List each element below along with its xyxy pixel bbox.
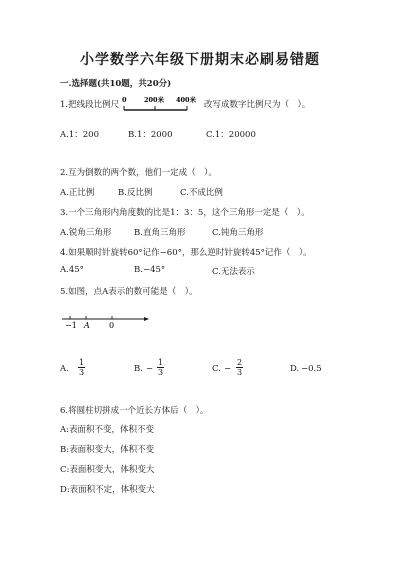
question-6-option-b: B:表面积变大，体积不变 (60, 445, 155, 455)
question-5-option-c-prefix: C. (212, 364, 221, 374)
number-line-figure (62, 313, 152, 333)
question-6-stem: 6.将圆柱切拼成一个近长方体后（ ）。 (60, 406, 209, 416)
fraction-denominator: 3 (237, 368, 243, 377)
question-1-stem-before: 1.把线段比例尺 (60, 100, 120, 110)
question-6-option-c: C:表面积变大，体积变大 (60, 465, 155, 475)
question-1-option-b: B.1：2000 (128, 130, 173, 140)
scale-label-mid: 200米 (144, 96, 165, 104)
section-heading: 一.选择题(共10题，共20分) (60, 79, 172, 89)
question-5-option-b-fraction (157, 358, 164, 377)
question-6-option-d: D:表面积不定，体积变大 (60, 485, 155, 495)
question-5-option-a-fraction (78, 358, 85, 377)
number-line-label-left: −1 (65, 321, 77, 330)
fraction-numerator: 1 (158, 358, 164, 367)
fraction-denominator: 3 (158, 368, 164, 377)
question-3-option-a: A.锐角三角形 (60, 228, 112, 238)
question-3-stem: 3.一个三角形内角度数的比是1：3：5，这个三角形一定是（ ）。 (60, 208, 310, 218)
question-4-option-b: B.−45° (134, 265, 166, 275)
question-5-option-a-prefix: A. (60, 364, 69, 374)
question-4-stem: 4.如果顺时针旋转60°记作−60°，那么逆时针旋转45°记作（ ）。 (60, 248, 312, 258)
scale-label-end: 400米 (176, 96, 197, 104)
question-5-option-d-text: −0.5 (301, 364, 322, 374)
fraction-denominator: 3 (79, 368, 85, 377)
question-1-option-c: C.1：20000 (206, 130, 256, 140)
question-4-option-a: A.45° (60, 265, 84, 275)
question-1-option-a: A.1：200 (60, 130, 99, 140)
question-5-option-c-sign: − (224, 364, 232, 374)
question-6-option-a: A:表面积不变，体积不变 (60, 425, 155, 435)
line-scale-figure (122, 94, 197, 118)
question-5-option-b-prefix: B. (134, 364, 143, 374)
question-3-option-b: B.直角三角形 (134, 228, 186, 238)
question-2-option-a: A.正比例 (60, 188, 95, 198)
question-5-option-b-sign: − (146, 364, 154, 374)
question-1-stem-after: 改写成数字比例尺为（ ）。 (204, 100, 311, 110)
question-5-stem: 5.如图，点A表示的数可能是（ ）。 (60, 287, 198, 297)
page-title: 小学数学六年级下册期末必刷易错题 (80, 52, 320, 68)
number-line-label-right: 0 (109, 321, 115, 330)
number-line-label-a: A (84, 321, 90, 330)
question-2-option-b: B.反比例 (118, 188, 153, 198)
scale-label-zero: 0 (122, 96, 127, 104)
question-2-option-c: C.不成比例 (180, 188, 223, 198)
question-4-option-c: C.无法表示 (212, 267, 255, 277)
question-2-stem: 2.互为倒数的两个数，他们一定成（ ）。 (60, 168, 217, 178)
fraction-numerator: 2 (237, 358, 243, 367)
question-5-option-d-prefix: D. (290, 364, 300, 374)
number-line-arrow (144, 317, 149, 321)
question-3-option-c: C.钝角三角形 (212, 228, 264, 238)
fraction-numerator: 1 (79, 358, 85, 367)
question-5-option-c-fraction (236, 358, 243, 377)
